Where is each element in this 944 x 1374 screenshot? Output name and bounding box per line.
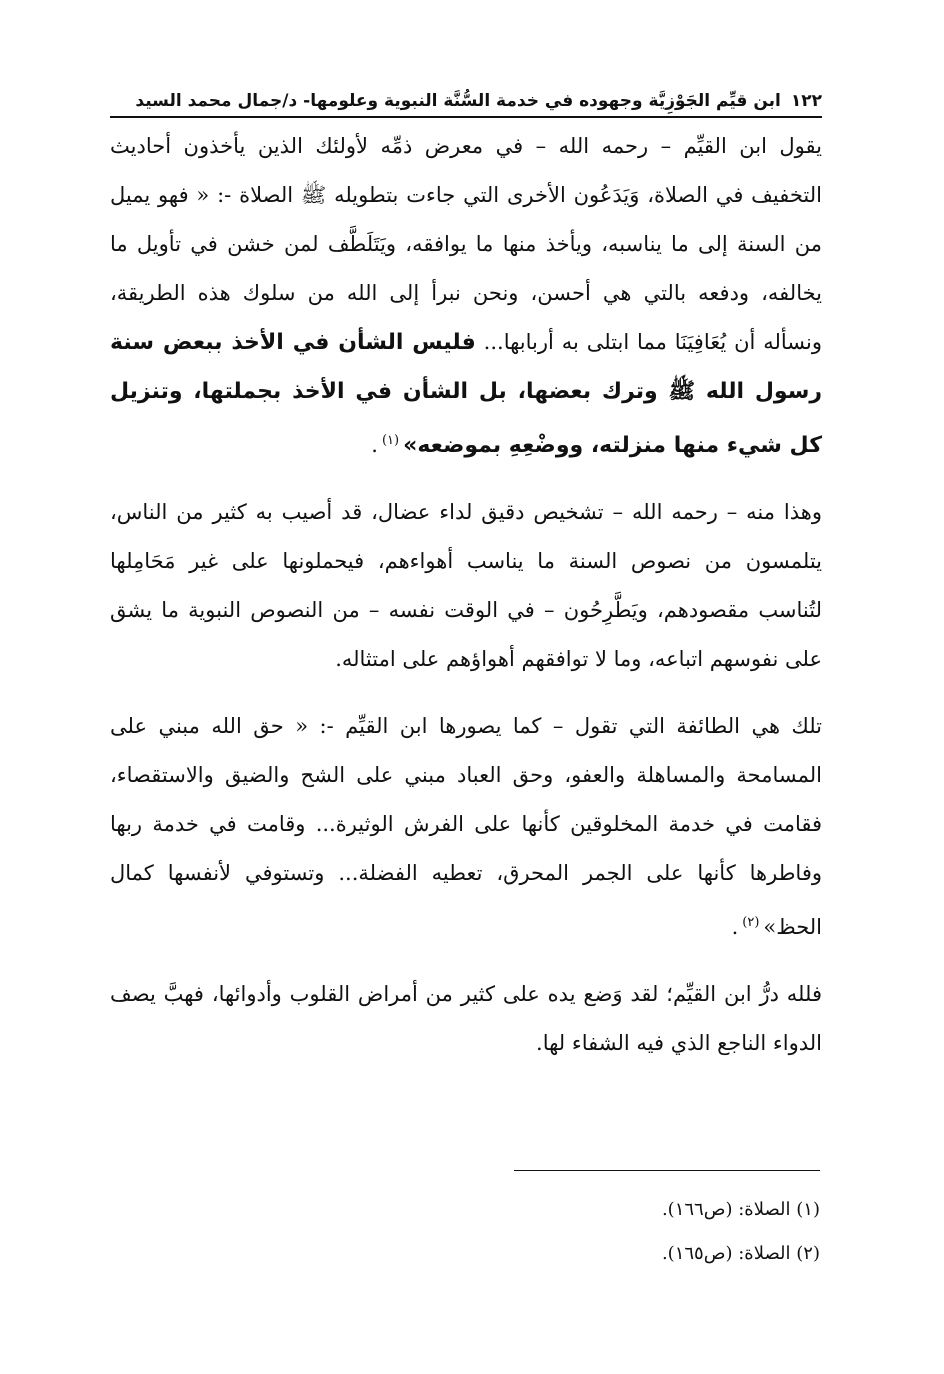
- period: .: [371, 433, 378, 457]
- paragraph-text: يقول ابن القيِّم – رحمه الله – في معرض ذمِّه لأولئك الذين يأخذون أحاديث التخفيف في الصلاة، وَيَدَعُون الأخرى التي جاءت بتطويله ﷺ الصلاة -: « فهو يميل من السنة إلى ما يناسبه، ويأخذ منها ما يوافقه، ويَتَلَطَّف لمن خشن في تأويل ما يخالفه، ودفعه بالتي هي أحسن، ونحن نبرأ إلى الله من سلوك هذه الطريقة، ونسأله أن يُعَافِيَنَا مما ابتلى به أربابها...: [110, 134, 822, 354]
- page-number: ١٢٢: [790, 91, 822, 111]
- book-page: [110, 88, 822, 1068]
- period: .: [731, 915, 739, 939]
- footnotes: [420, 1188, 820, 1276]
- footnote-1: (١) الصلاة: (ص١٦٦).: [661, 1199, 820, 1220]
- footnote-ref-1[interactable]: (١): [381, 433, 400, 448]
- paragraph-conclusion: فلله درُّ ابن القيِّم؛ لقد وَضع يده على كثير من أمراض القلوب وأدوائها، فهبَّ يصف الدواء الناجع الذي فيه الشفاء لها.: [110, 982, 822, 1055]
- paragraph-group: [110, 702, 822, 952]
- running-header: [110, 88, 822, 118]
- footnote-separator: [514, 1170, 820, 1171]
- bold-quote: فليس الشأن في الأخذ ببعض سنة رسول الله ﷺ وترك بعضها، بل الشأن في الأخذ بجملتها، وتنزيل كل شيء منها منزلته، ووضْعِهِ بموضعه»: [110, 330, 822, 458]
- running-title: ابن قيِّم الجَوْزِيَّة وجهوده في خدمة السُّنَّة النبوية وعلومها- د/جمال محمد السيد: [135, 91, 781, 111]
- footnote-ref-2[interactable]: (٢): [742, 915, 760, 930]
- paragraph-quote-ibn-qayyim: [110, 122, 822, 470]
- paragraph-diagnosis: وهذا منه – رحمه الله – تشخيص دقيق لداء عضال، قد أصيب به كثير من الناس، يتلمسون من نصوص السنة ما يناسب أهواءهم، فيحملونها على غير مَحَامِلها لتُناسب مقصودهم، ويَطَّرِحُون – في الوقت نفسه – من النصوص النبوية ما يشق على نفوسهم اتباعه، وما لا توافقهم أهواؤهم على امتثاله.: [110, 500, 822, 671]
- paragraph-text: تلك هي الطائفة التي تقول – كما يصورها ابن القيِّم -: « حق الله مبني على المسامحة والمساهلة والعفو، وحق العباد مبني على الشح والضيق والاستقصاء، فقامت في خدمة المخلوقين كأنها على الفرش الوثيرة... وقامت في خدمة ربها وفاطرها كأنها على الجمر المحرق، تعطيه الفضلة... وتستوفي لأنفسها كمال الحظ»: [110, 714, 822, 939]
- footnote-2: (٢) الصلاة: (ص١٦٥).: [661, 1243, 820, 1264]
